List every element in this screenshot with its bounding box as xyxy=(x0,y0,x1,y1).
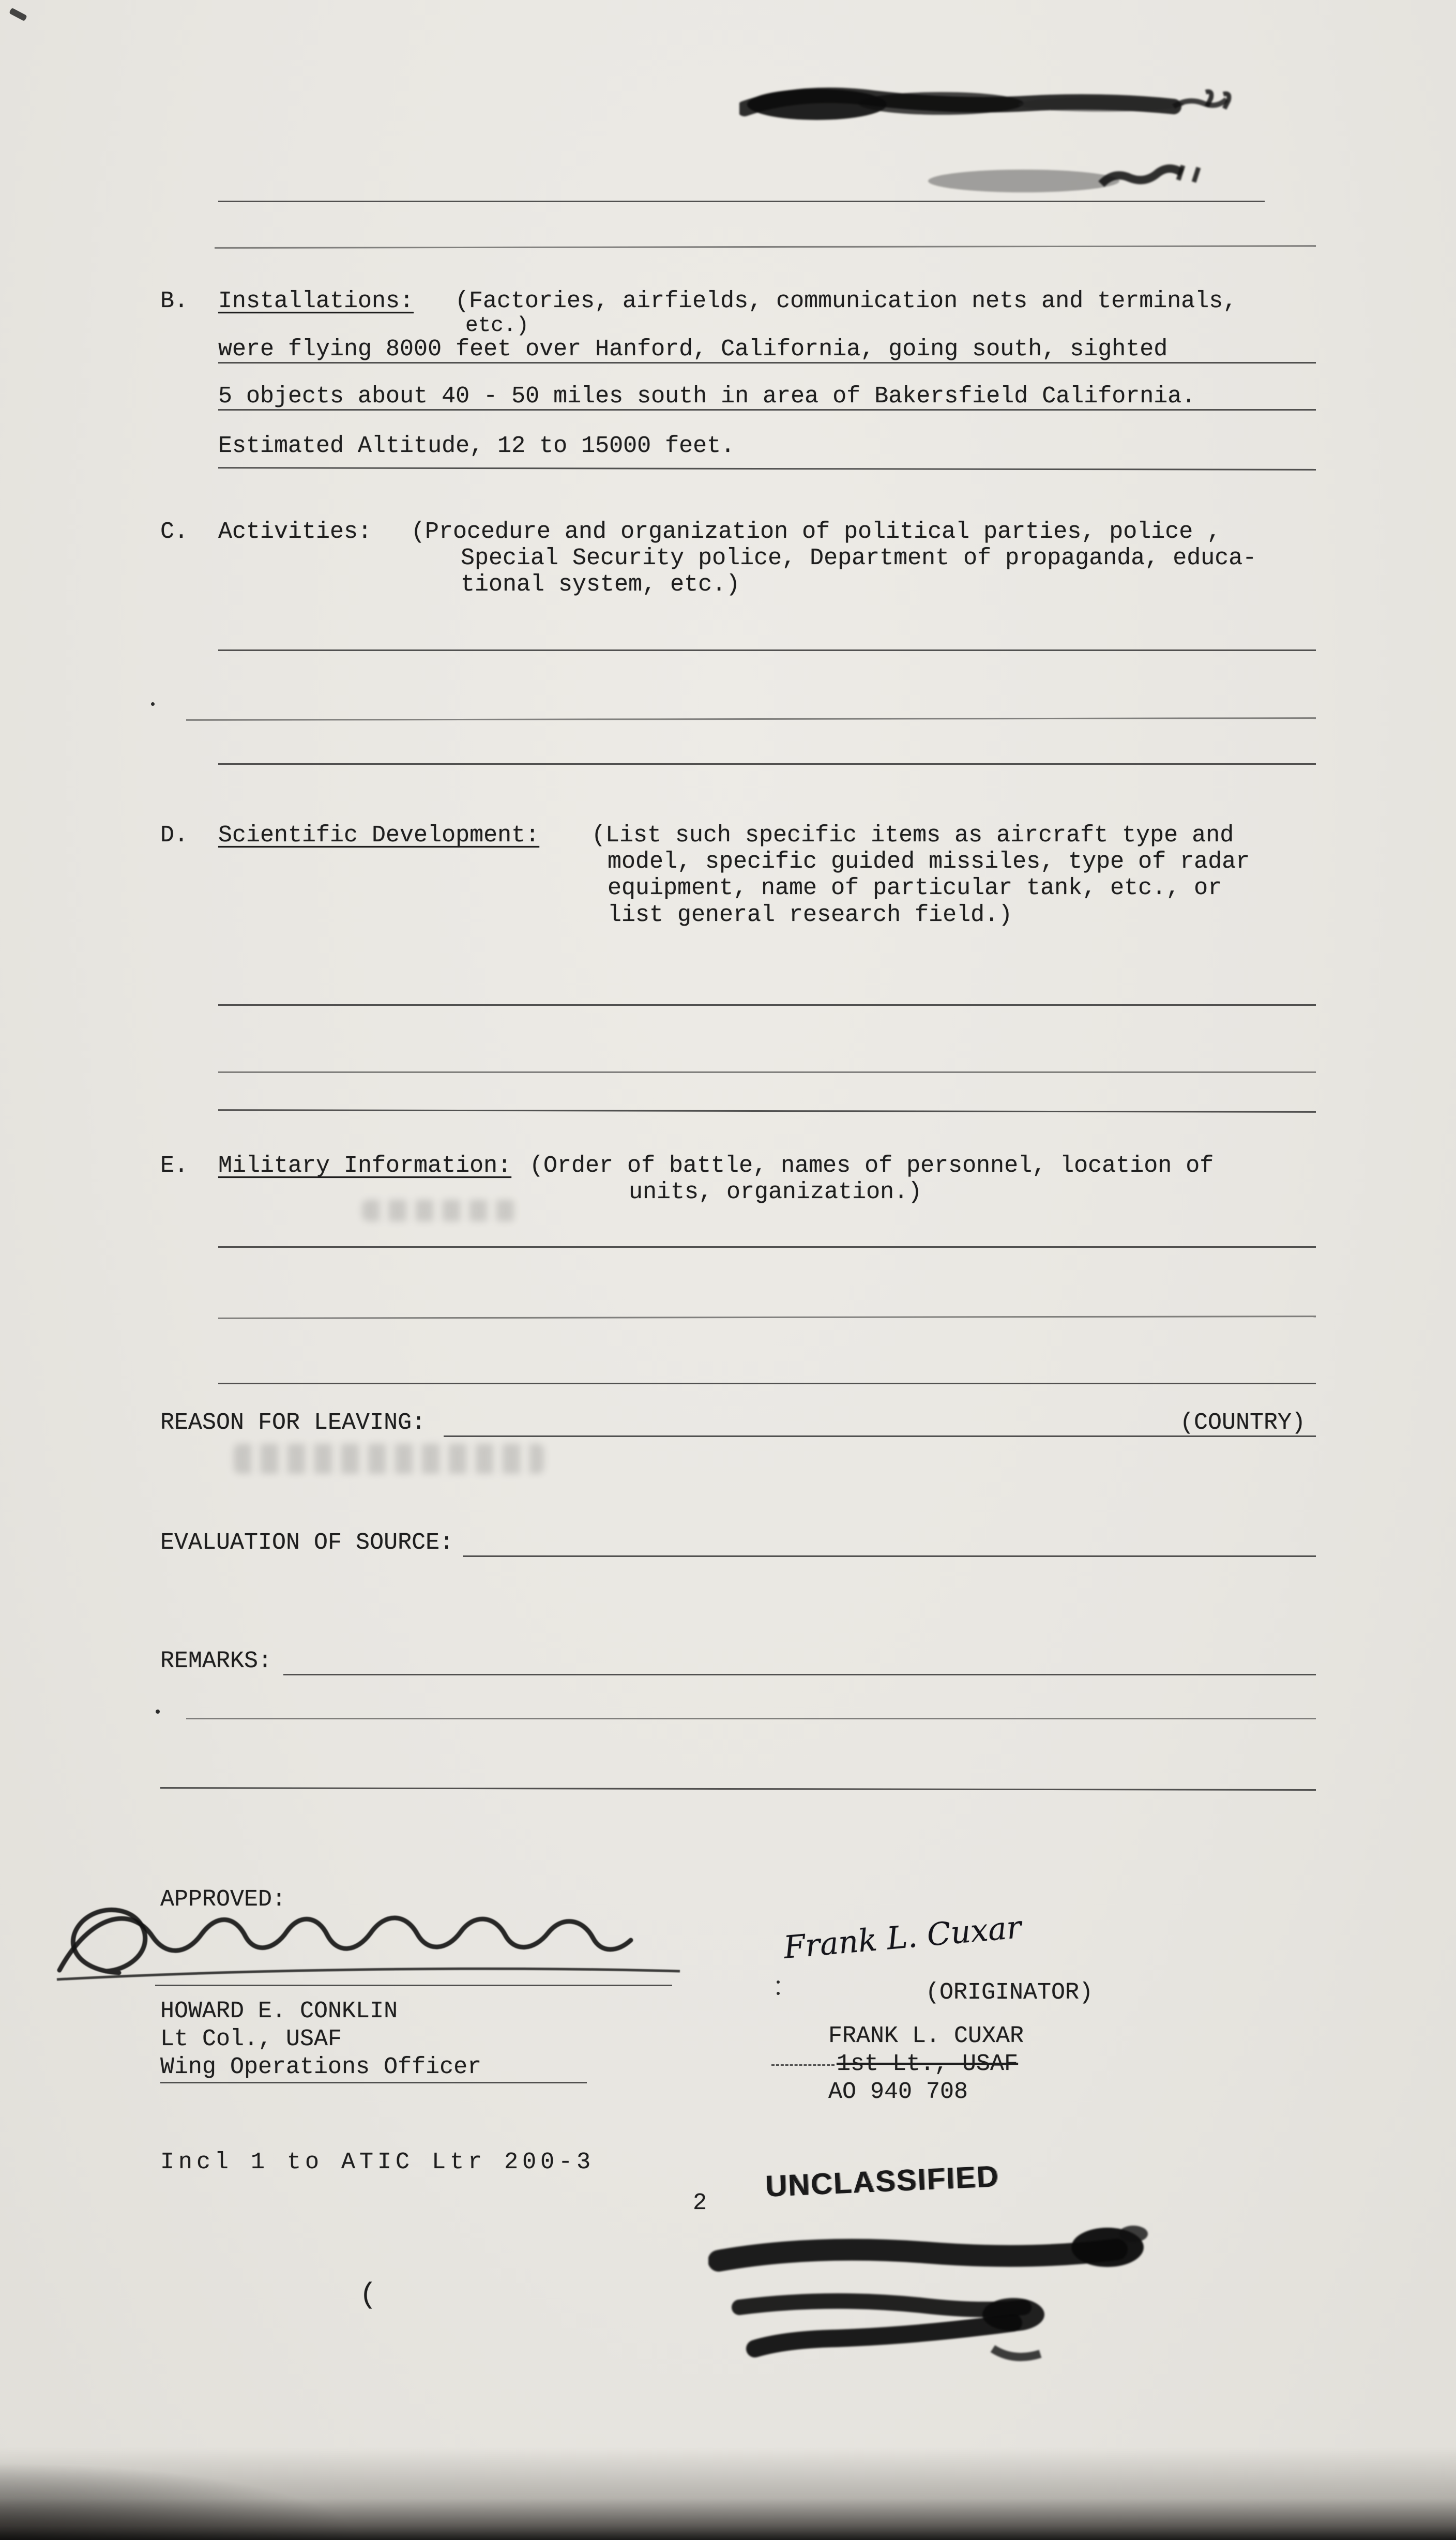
section-d-preprinted-text: equipment, name of particular tank, etc., or xyxy=(608,875,1222,901)
ink-speck xyxy=(777,1980,780,1984)
page-number: 2 xyxy=(693,2190,707,2216)
ink-speck xyxy=(777,1992,780,1995)
country-label: (COUNTRY) xyxy=(1180,1410,1306,1436)
section-d-heading: Scientific Development: xyxy=(218,822,540,849)
typed-entry-line: were flying 8000 feet over Hanford, California, going south, sighted xyxy=(218,336,1168,362)
ruled-line xyxy=(218,1109,1316,1113)
ruled-line xyxy=(218,1316,1316,1319)
section-d-label: D. xyxy=(160,822,189,849)
section-d-preprinted-text: list general research field.) xyxy=(608,902,1013,928)
paren-stray-mark: ( xyxy=(359,2278,377,2311)
section-d-preprinted-text: (List such specific items as aircraft type and xyxy=(592,822,1234,849)
incl-note: Incl 1 to ATIC Ltr 200-3 xyxy=(160,2149,595,2175)
originator-signature: Frank L. Cuxar xyxy=(782,1909,1023,1966)
approver-signature xyxy=(44,1893,690,1991)
ink-smudge-bottom-1 xyxy=(708,2224,1153,2296)
approver-rank: Lt Col., USAF xyxy=(160,2026,342,2052)
strike-dash-line xyxy=(771,2064,835,2066)
ink-smudge-top-2 xyxy=(926,155,1215,204)
section-b-label: B. xyxy=(160,288,189,314)
ruled-line xyxy=(218,763,1316,765)
ruled-line xyxy=(463,1555,1316,1557)
ruled-line xyxy=(218,1383,1316,1384)
section-c-preprinted-text: (Procedure and organization of political parties, police , xyxy=(411,519,1221,545)
approved-label: APPROVED: xyxy=(160,1886,286,1913)
section-e-heading: Military Information: xyxy=(218,1153,512,1179)
originator-serial: AO 940 708 xyxy=(828,2079,968,2105)
section-e-preprinted-text: units, organization.) xyxy=(629,1179,922,1205)
faint-stamp-smudge xyxy=(234,1444,544,1474)
field-evaluation-label: EVALUATION OF SOURCE: xyxy=(160,1530,454,1556)
section-d-preprinted-text: model, specific guided missiles, type of radar xyxy=(608,849,1250,875)
section-c-label: C. xyxy=(160,519,189,545)
typed-entry-line: Estimated Altitude, 12 to 15000 feet. xyxy=(218,433,735,459)
ruled-line xyxy=(218,649,1316,651)
field-remarks-label: REMARKS: xyxy=(160,1648,272,1674)
section-c-preprinted-text: tional system, etc.) xyxy=(461,571,740,598)
ruled-line xyxy=(186,717,1316,721)
signature-underline xyxy=(155,1985,672,1986)
faint-pencil-smudge xyxy=(362,1200,517,1221)
ruled-line xyxy=(218,201,1265,202)
approver-title: Wing Operations Officer xyxy=(160,2054,482,2080)
ruled-line xyxy=(215,245,1316,249)
section-c-preprinted-text: Special Security police, Department of propaganda, educa- xyxy=(461,545,1257,571)
section-e-preprinted-text: (Order of battle, names of personnel, location of xyxy=(529,1153,1214,1179)
ruled-line xyxy=(218,1071,1316,1073)
ruled-line xyxy=(283,1674,1316,1675)
section-c-heading: Activities: xyxy=(218,519,372,545)
approver-name: HOWARD E. CONKLIN xyxy=(160,1998,398,2024)
originator-rank-struck: 1st Lt., USAF xyxy=(837,2051,1019,2077)
ink-smudge-bottom-2 xyxy=(724,2286,1055,2373)
ruled-line xyxy=(218,467,1316,471)
ruled-line xyxy=(218,1246,1316,1248)
section-b-preprinted-carry: etc.) xyxy=(465,314,529,338)
ink-speck xyxy=(156,1710,160,1714)
ruled-line xyxy=(160,1787,1316,1791)
ruled-line xyxy=(160,2082,587,2083)
field-reason-label: REASON FOR LEAVING: xyxy=(160,1410,426,1436)
bottom-scan-band xyxy=(0,2447,1456,2540)
section-e-label: E. xyxy=(160,1153,189,1179)
ruled-line xyxy=(186,1718,1316,1719)
ruled-line xyxy=(218,362,1316,364)
originator-label: (ORIGINATOR) xyxy=(926,1979,1094,2006)
ruled-line xyxy=(218,1004,1316,1006)
ink-smudge-top-1 xyxy=(739,78,1236,134)
unclassified-stamp: UNCLASSIFIED xyxy=(764,2159,1000,2203)
ruled-line xyxy=(218,409,1316,411)
section-b-preprinted-text: (Factories, airfields, communication nets and terminals, xyxy=(455,288,1237,314)
originator-name: FRANK L. CUXAR xyxy=(828,2023,1024,2049)
scan-corner-mark xyxy=(9,8,27,22)
ink-speck xyxy=(151,702,155,706)
section-b-heading: Installations: xyxy=(218,288,414,314)
typed-entry-line: 5 objects about 40 - 50 miles south in area of Bakersfield California. xyxy=(218,383,1196,410)
